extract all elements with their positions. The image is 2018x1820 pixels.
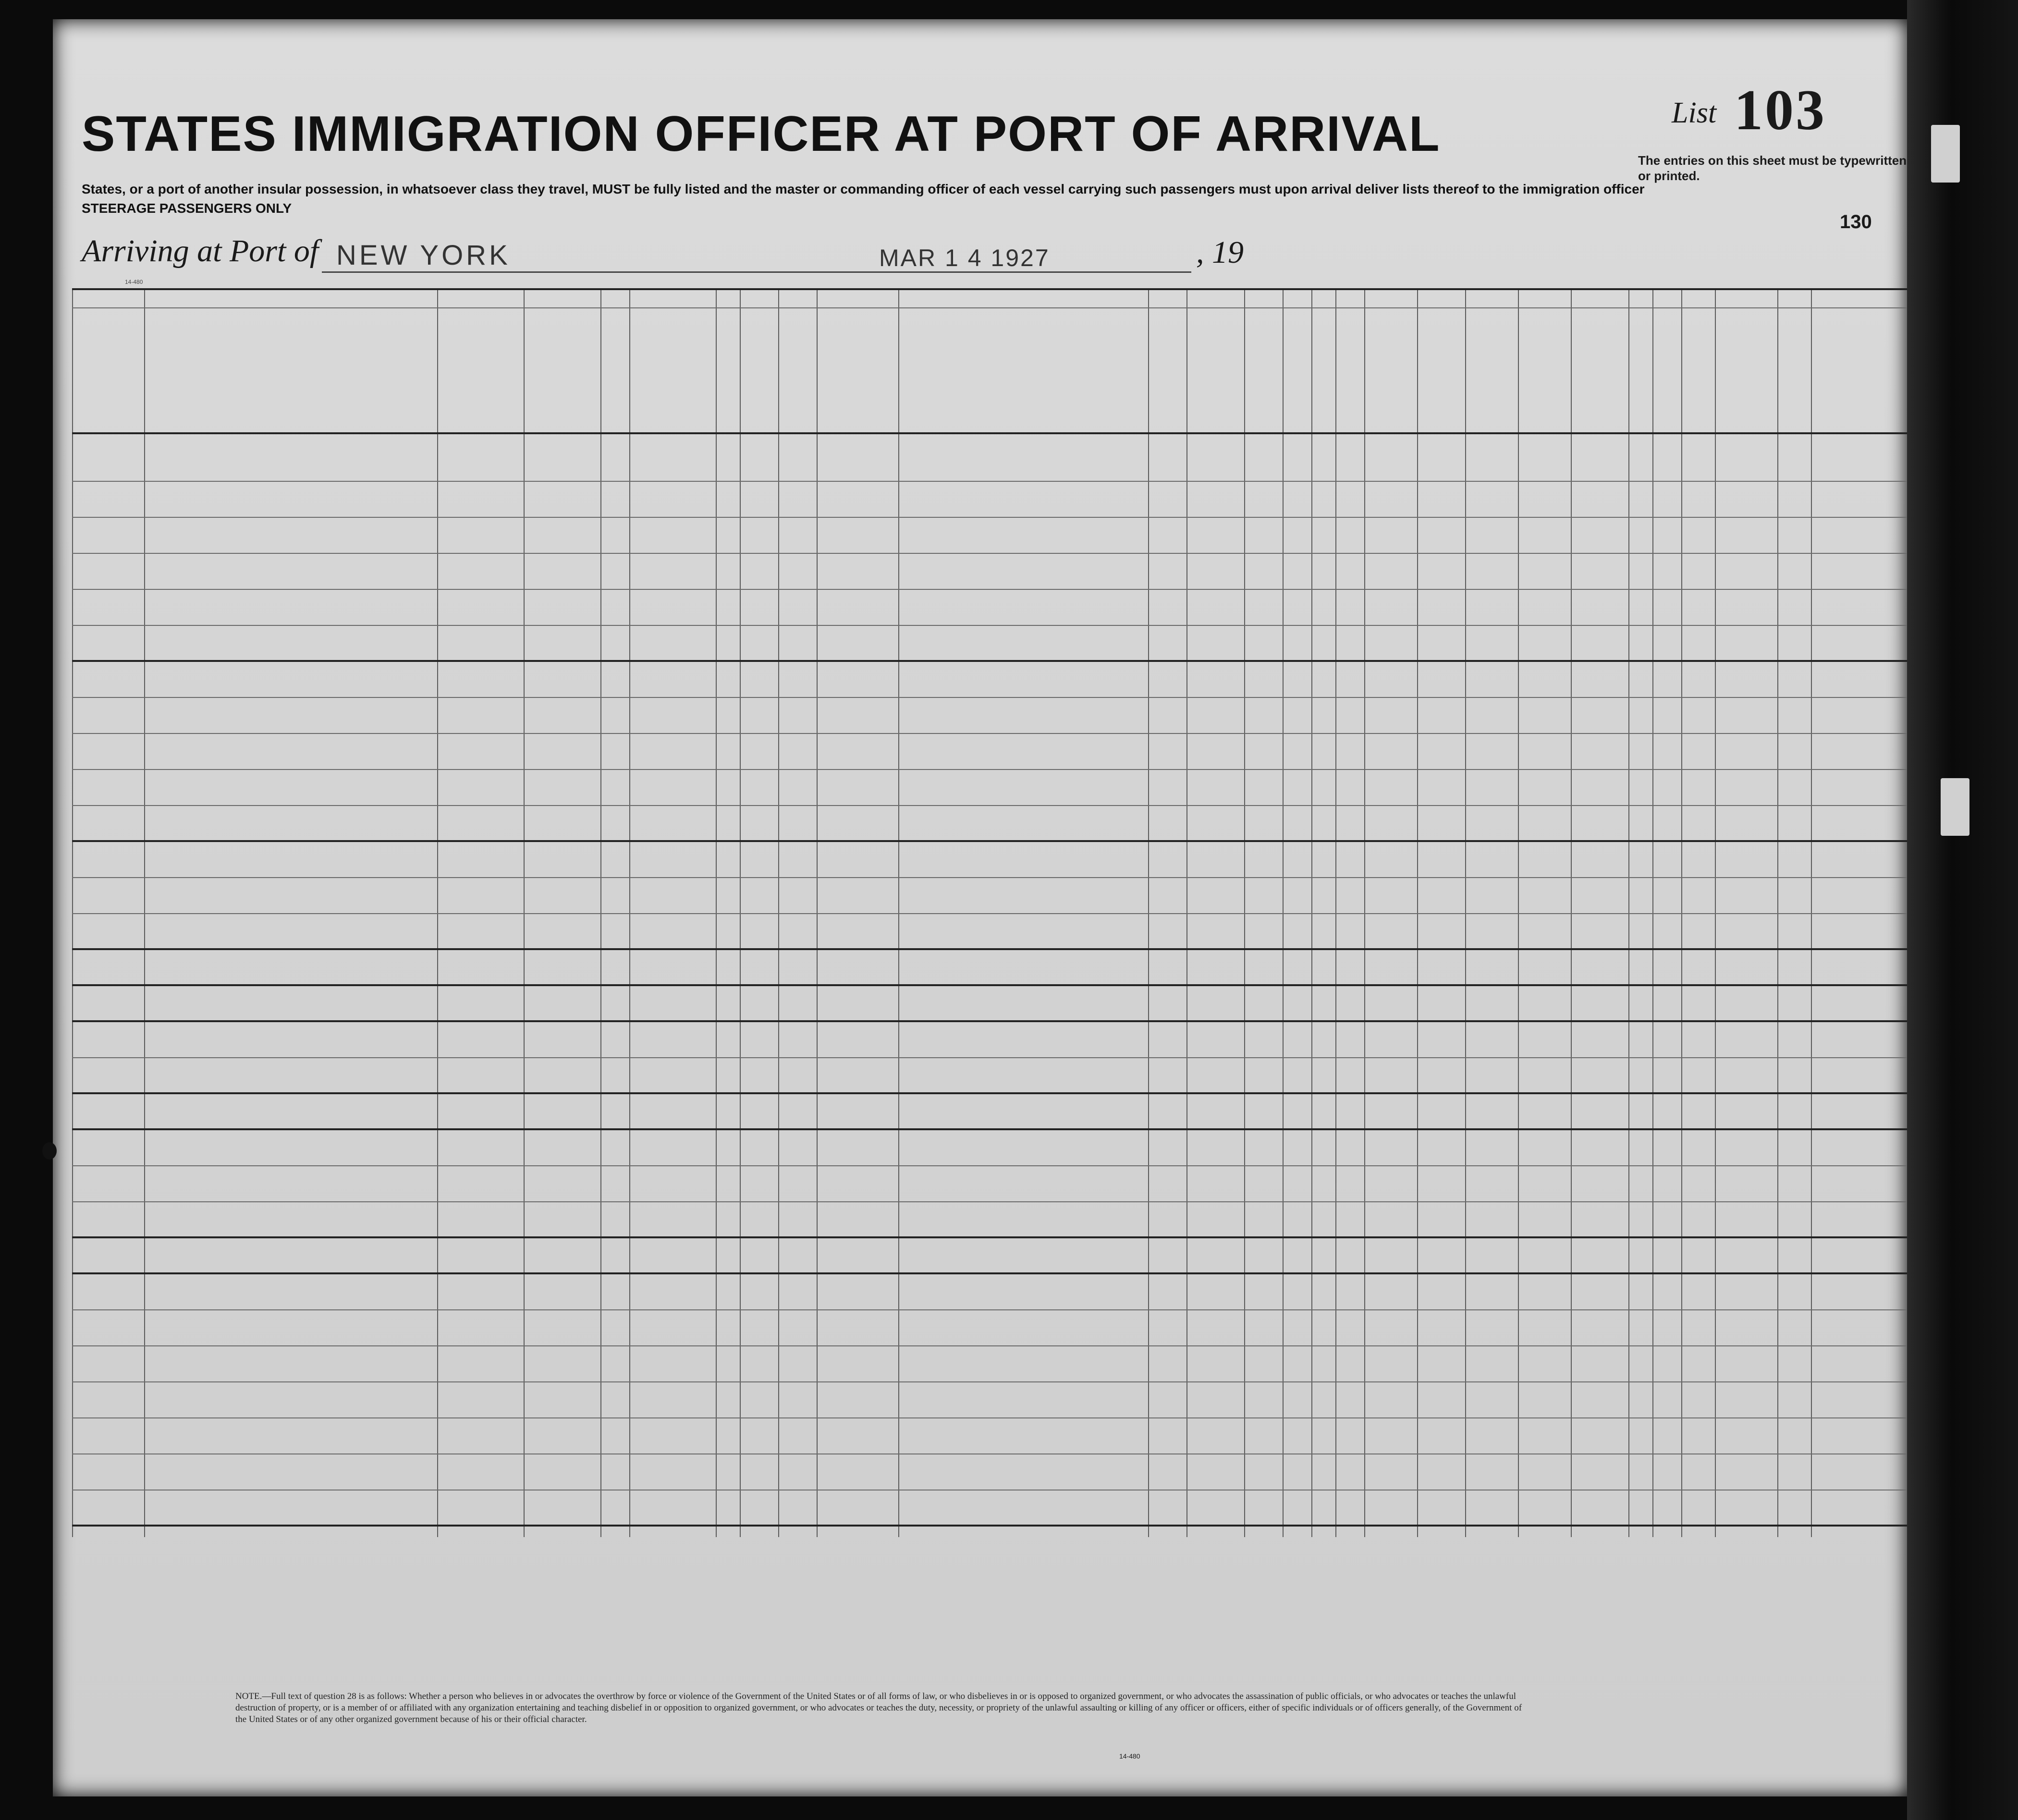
footnote: NOTE.—Full text of question 28 is as follows: Whether a person who believes in or advocates the overthrow by force or violence of the Government of the United States or of all forms of law, or who disbelieves in or is opposed to organized government, or who advocates the assassination of public officials, or who advocates or teaches the unlawful destruction of property, or is a member of or affiliated with any organization entertaining and teaching disbelief in or opposition to organized government, or who advocates or teaches the duty, necessity, or propriety of the unlawful assaulting or killing of any officer or officers, either of specific individuals or of officers generally, of the Government of the United States or of any other organized government because of his or their official character. <box>235 1691 1522 1724</box>
strike-rule <box>72 1128 1907 1130</box>
column-number-rule <box>72 307 1907 308</box>
list-number: 103 <box>1734 78 1826 142</box>
arriving-label: Arriving at Port of <box>82 233 319 269</box>
row-rule <box>72 1201 1907 1202</box>
manifest-sheet <box>53 19 1907 1796</box>
column-rule <box>1148 288 1149 1537</box>
strike-rule <box>72 1525 1907 1527</box>
column-rule <box>817 288 818 1537</box>
column-rule <box>778 288 779 1537</box>
page-number: 130 <box>1840 211 1872 232</box>
row-rule <box>72 625 1907 626</box>
column-rule <box>1244 288 1245 1537</box>
column-rule <box>1335 288 1336 1537</box>
form-code: 14-480 <box>1119 1752 1140 1760</box>
header-bottom-rule <box>72 432 1907 434</box>
row-rule <box>72 1165 1907 1166</box>
column-rule <box>600 288 601 1537</box>
list-label: List <box>1672 97 1717 129</box>
manifest-table <box>72 288 1907 1585</box>
column-rule <box>716 288 717 1537</box>
column-rule <box>72 288 73 1537</box>
column-rule <box>1311 288 1312 1537</box>
column-rule <box>144 288 145 1537</box>
column-rule <box>898 288 899 1537</box>
row-rule <box>72 1057 1907 1058</box>
row-rule <box>72 697 1907 698</box>
strike-rule <box>72 660 1907 662</box>
row-rule <box>72 769 1907 770</box>
arrival-date-stamp: MAR 1 4 1927 <box>879 244 1050 271</box>
column-rule <box>1811 288 1812 1537</box>
form-code-top: 14-480 <box>125 279 143 285</box>
column-rule <box>1518 288 1519 1537</box>
port-of-arrival: NEW YORK <box>336 240 511 271</box>
strike-rule <box>72 1236 1907 1238</box>
row-rule <box>72 1381 1907 1382</box>
row-rule <box>72 1309 1907 1310</box>
row-rule <box>72 1417 1907 1418</box>
row-rule <box>72 805 1907 806</box>
strike-rule <box>72 1272 1907 1274</box>
strike-rule <box>72 840 1907 842</box>
row-rule <box>72 913 1907 914</box>
row-rule <box>72 733 1907 734</box>
binding-tab <box>1931 125 1960 183</box>
column-rule <box>1417 288 1418 1537</box>
column-rule <box>1186 288 1187 1537</box>
column-rule <box>629 288 630 1537</box>
header-instructions: States, or a port of another insular possession, in whatsoever class they travel, MUST be fully listed and the master or commanding officer of each vessel carrying such passengers must upon arrival deliver lists thereof to the immigration officer <box>82 182 1645 196</box>
strike-rule <box>72 948 1907 950</box>
row-rule <box>72 589 1907 590</box>
strike-rule <box>72 1092 1907 1094</box>
year-label: , 19 <box>1196 235 1244 270</box>
column-rule <box>1628 288 1629 1537</box>
port-underline <box>322 271 869 273</box>
column-rule <box>1364 288 1365 1537</box>
page-edge <box>1907 0 2018 1820</box>
column-rule <box>1652 288 1653 1537</box>
page-title: STATES IMMIGRATION OFFICER AT PORT OF ARRIVAL <box>82 106 1441 162</box>
strike-rule <box>72 1020 1907 1022</box>
column-rule <box>1571 288 1572 1537</box>
row-rule <box>72 553 1907 554</box>
steerage-label: STEERAGE PASSENGERS ONLY <box>82 201 292 216</box>
header-top-rule <box>72 288 1907 290</box>
column-rule <box>1283 288 1284 1537</box>
column-rule <box>1777 288 1778 1537</box>
list-note: The entries on this sheet must be typewritten or printed. <box>1638 153 1907 183</box>
row-rule <box>72 1345 1907 1346</box>
column-rule <box>524 288 525 1537</box>
punch-hole <box>42 1142 57 1160</box>
column-rule <box>1681 288 1682 1537</box>
column-rule <box>437 288 438 1537</box>
row-rule <box>72 517 1907 518</box>
column-rule <box>740 288 741 1537</box>
column-rule <box>1465 288 1466 1537</box>
binding-tab <box>1941 778 1969 836</box>
row-rule <box>72 481 1907 482</box>
row-rule <box>72 877 1907 878</box>
column-rule <box>1715 288 1716 1537</box>
strike-rule <box>72 984 1907 986</box>
